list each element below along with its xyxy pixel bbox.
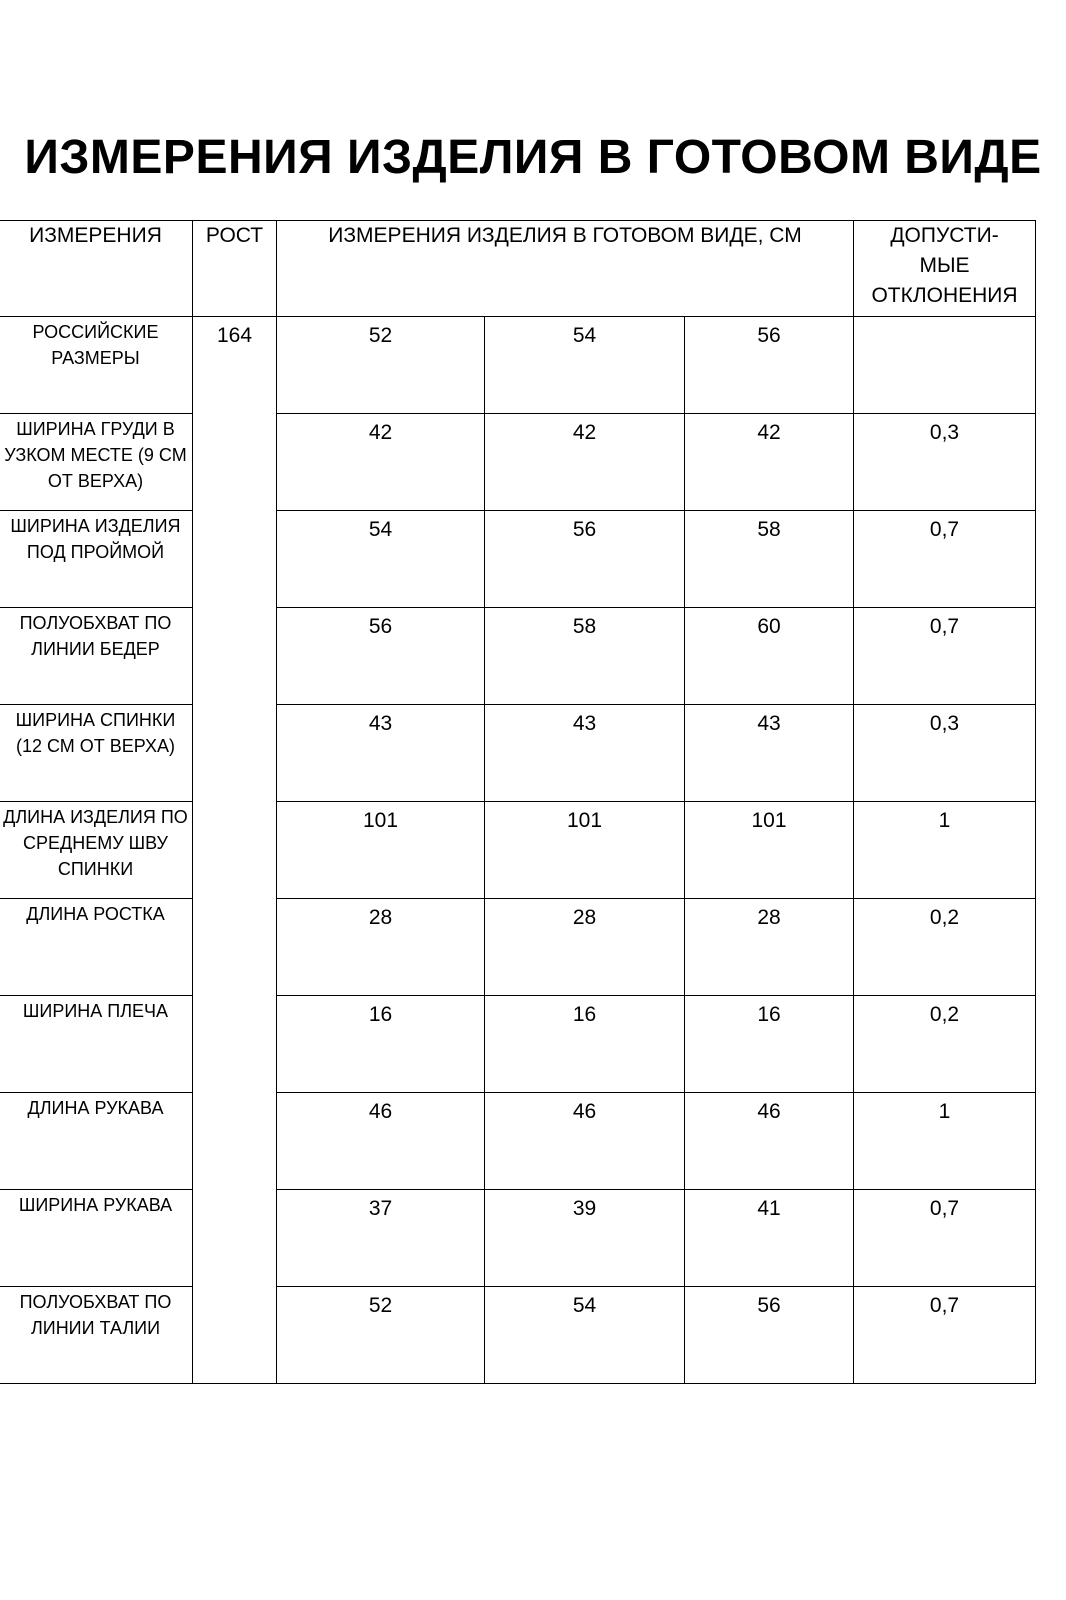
header-tolerance-line1: ДОПУСТИ- [890, 224, 999, 247]
value-size-2: 16 [485, 996, 685, 1093]
row-label: ПОЛУОБХВАТ ПО ЛИНИИ ТАЛИИ [0, 1287, 193, 1384]
table-row [0, 1093, 1036, 1190]
value-size-2: 43 [485, 705, 685, 802]
table-row [0, 705, 1036, 802]
header-tolerance-line3: ОТКЛОНЕНИЯ [871, 284, 1018, 307]
row-label: ДЛИНА РОСТКА [0, 899, 193, 996]
row-label: ШИРИНА ГРУДИ В УЗКОМ МЕСТЕ (9 СМ ОТ ВЕРХА) [0, 414, 193, 511]
value-size-3: 41 [685, 1190, 854, 1287]
value-size-2: 56 [485, 511, 685, 608]
header-tolerance [854, 221, 1036, 317]
row-label: РОССИЙСКИЕ РАЗМЕРЫ [0, 317, 193, 414]
header-values: ИЗМЕРЕНИЯ ИЗДЕЛИЯ В ГОТОВОМ ВИДЕ, СМ [277, 221, 854, 317]
row-label: ПОЛУОБХВАТ ПО ЛИНИИ БЕДЕР [0, 608, 193, 705]
value-size-2: 54 [485, 317, 685, 414]
value-size-1: 43 [277, 705, 485, 802]
value-size-3: 28 [685, 899, 854, 996]
table-row [0, 414, 1036, 511]
tolerance-value: 0,2 [854, 899, 1036, 996]
value-size-1: 46 [277, 1093, 485, 1190]
row-label: ДЛИНА РУКАВА [0, 1093, 193, 1190]
tolerance-value [854, 317, 1036, 414]
value-size-3: 56 [685, 1287, 854, 1384]
table-row [0, 1190, 1036, 1287]
table-row [0, 317, 1036, 414]
row-label: ШИРИНА СПИНКИ (12 СМ ОТ ВЕРХА) [0, 705, 193, 802]
tolerance-value: 0,2 [854, 996, 1036, 1093]
tolerance-value: 0,7 [854, 608, 1036, 705]
value-size-3: 42 [685, 414, 854, 511]
table-row [0, 802, 1036, 899]
row-label: ШИРИНА ИЗДЕЛИЯ ПОД ПРОЙМОЙ [0, 511, 193, 608]
value-size-1: 28 [277, 899, 485, 996]
value-size-1: 52 [277, 1287, 485, 1384]
row-label: ШИРИНА РУКАВА [0, 1190, 193, 1287]
value-size-3: 60 [685, 608, 854, 705]
row-label: ШИРИНА ПЛЕЧА [0, 996, 193, 1093]
value-size-3: 16 [685, 996, 854, 1093]
value-size-1: 54 [277, 511, 485, 608]
value-size-1: 42 [277, 414, 485, 511]
value-size-2: 42 [485, 414, 685, 511]
measurements-table [0, 220, 1036, 1384]
tolerance-value: 0,3 [854, 414, 1036, 511]
value-size-2: 46 [485, 1093, 685, 1190]
value-size-2: 28 [485, 899, 685, 996]
table-row [0, 608, 1036, 705]
value-size-1: 52 [277, 317, 485, 414]
value-size-3: 58 [685, 511, 854, 608]
table-row [0, 511, 1036, 608]
table-row [0, 1287, 1036, 1384]
tolerance-value: 1 [854, 1093, 1036, 1190]
page-title: ИЗМЕРЕНИЯ ИЗДЕЛИЯ В ГОТОВОМ ВИДЕ [24, 131, 1042, 184]
row-label: ДЛИНА ИЗДЕЛИЯ ПО СРЕДНЕМУ ШВУ СПИНКИ [0, 802, 193, 899]
value-size-2: 101 [485, 802, 685, 899]
value-size-2: 54 [485, 1287, 685, 1384]
tolerance-value: 0,7 [854, 1190, 1036, 1287]
tolerance-value: 0,7 [854, 511, 1036, 608]
value-size-2: 58 [485, 608, 685, 705]
value-size-3: 46 [685, 1093, 854, 1190]
value-size-1: 101 [277, 802, 485, 899]
value-size-3: 43 [685, 705, 854, 802]
table-row [0, 899, 1036, 996]
tolerance-value: 0,3 [854, 705, 1036, 802]
value-size-3: 101 [685, 802, 854, 899]
value-size-1: 16 [277, 996, 485, 1093]
header-height: РОСТ [193, 221, 277, 317]
table-row [0, 996, 1036, 1093]
table-header-row [0, 221, 1036, 317]
value-size-2: 39 [485, 1190, 685, 1287]
height-value: 164 [193, 317, 277, 1384]
value-size-1: 56 [277, 608, 485, 705]
tolerance-value: 1 [854, 802, 1036, 899]
header-measurements: ИЗМЕРЕНИЯ [0, 221, 193, 317]
header-tolerance-line2: МЫЕ [919, 254, 970, 277]
value-size-1: 37 [277, 1190, 485, 1287]
value-size-3: 56 [685, 317, 854, 414]
tolerance-value: 0,7 [854, 1287, 1036, 1384]
